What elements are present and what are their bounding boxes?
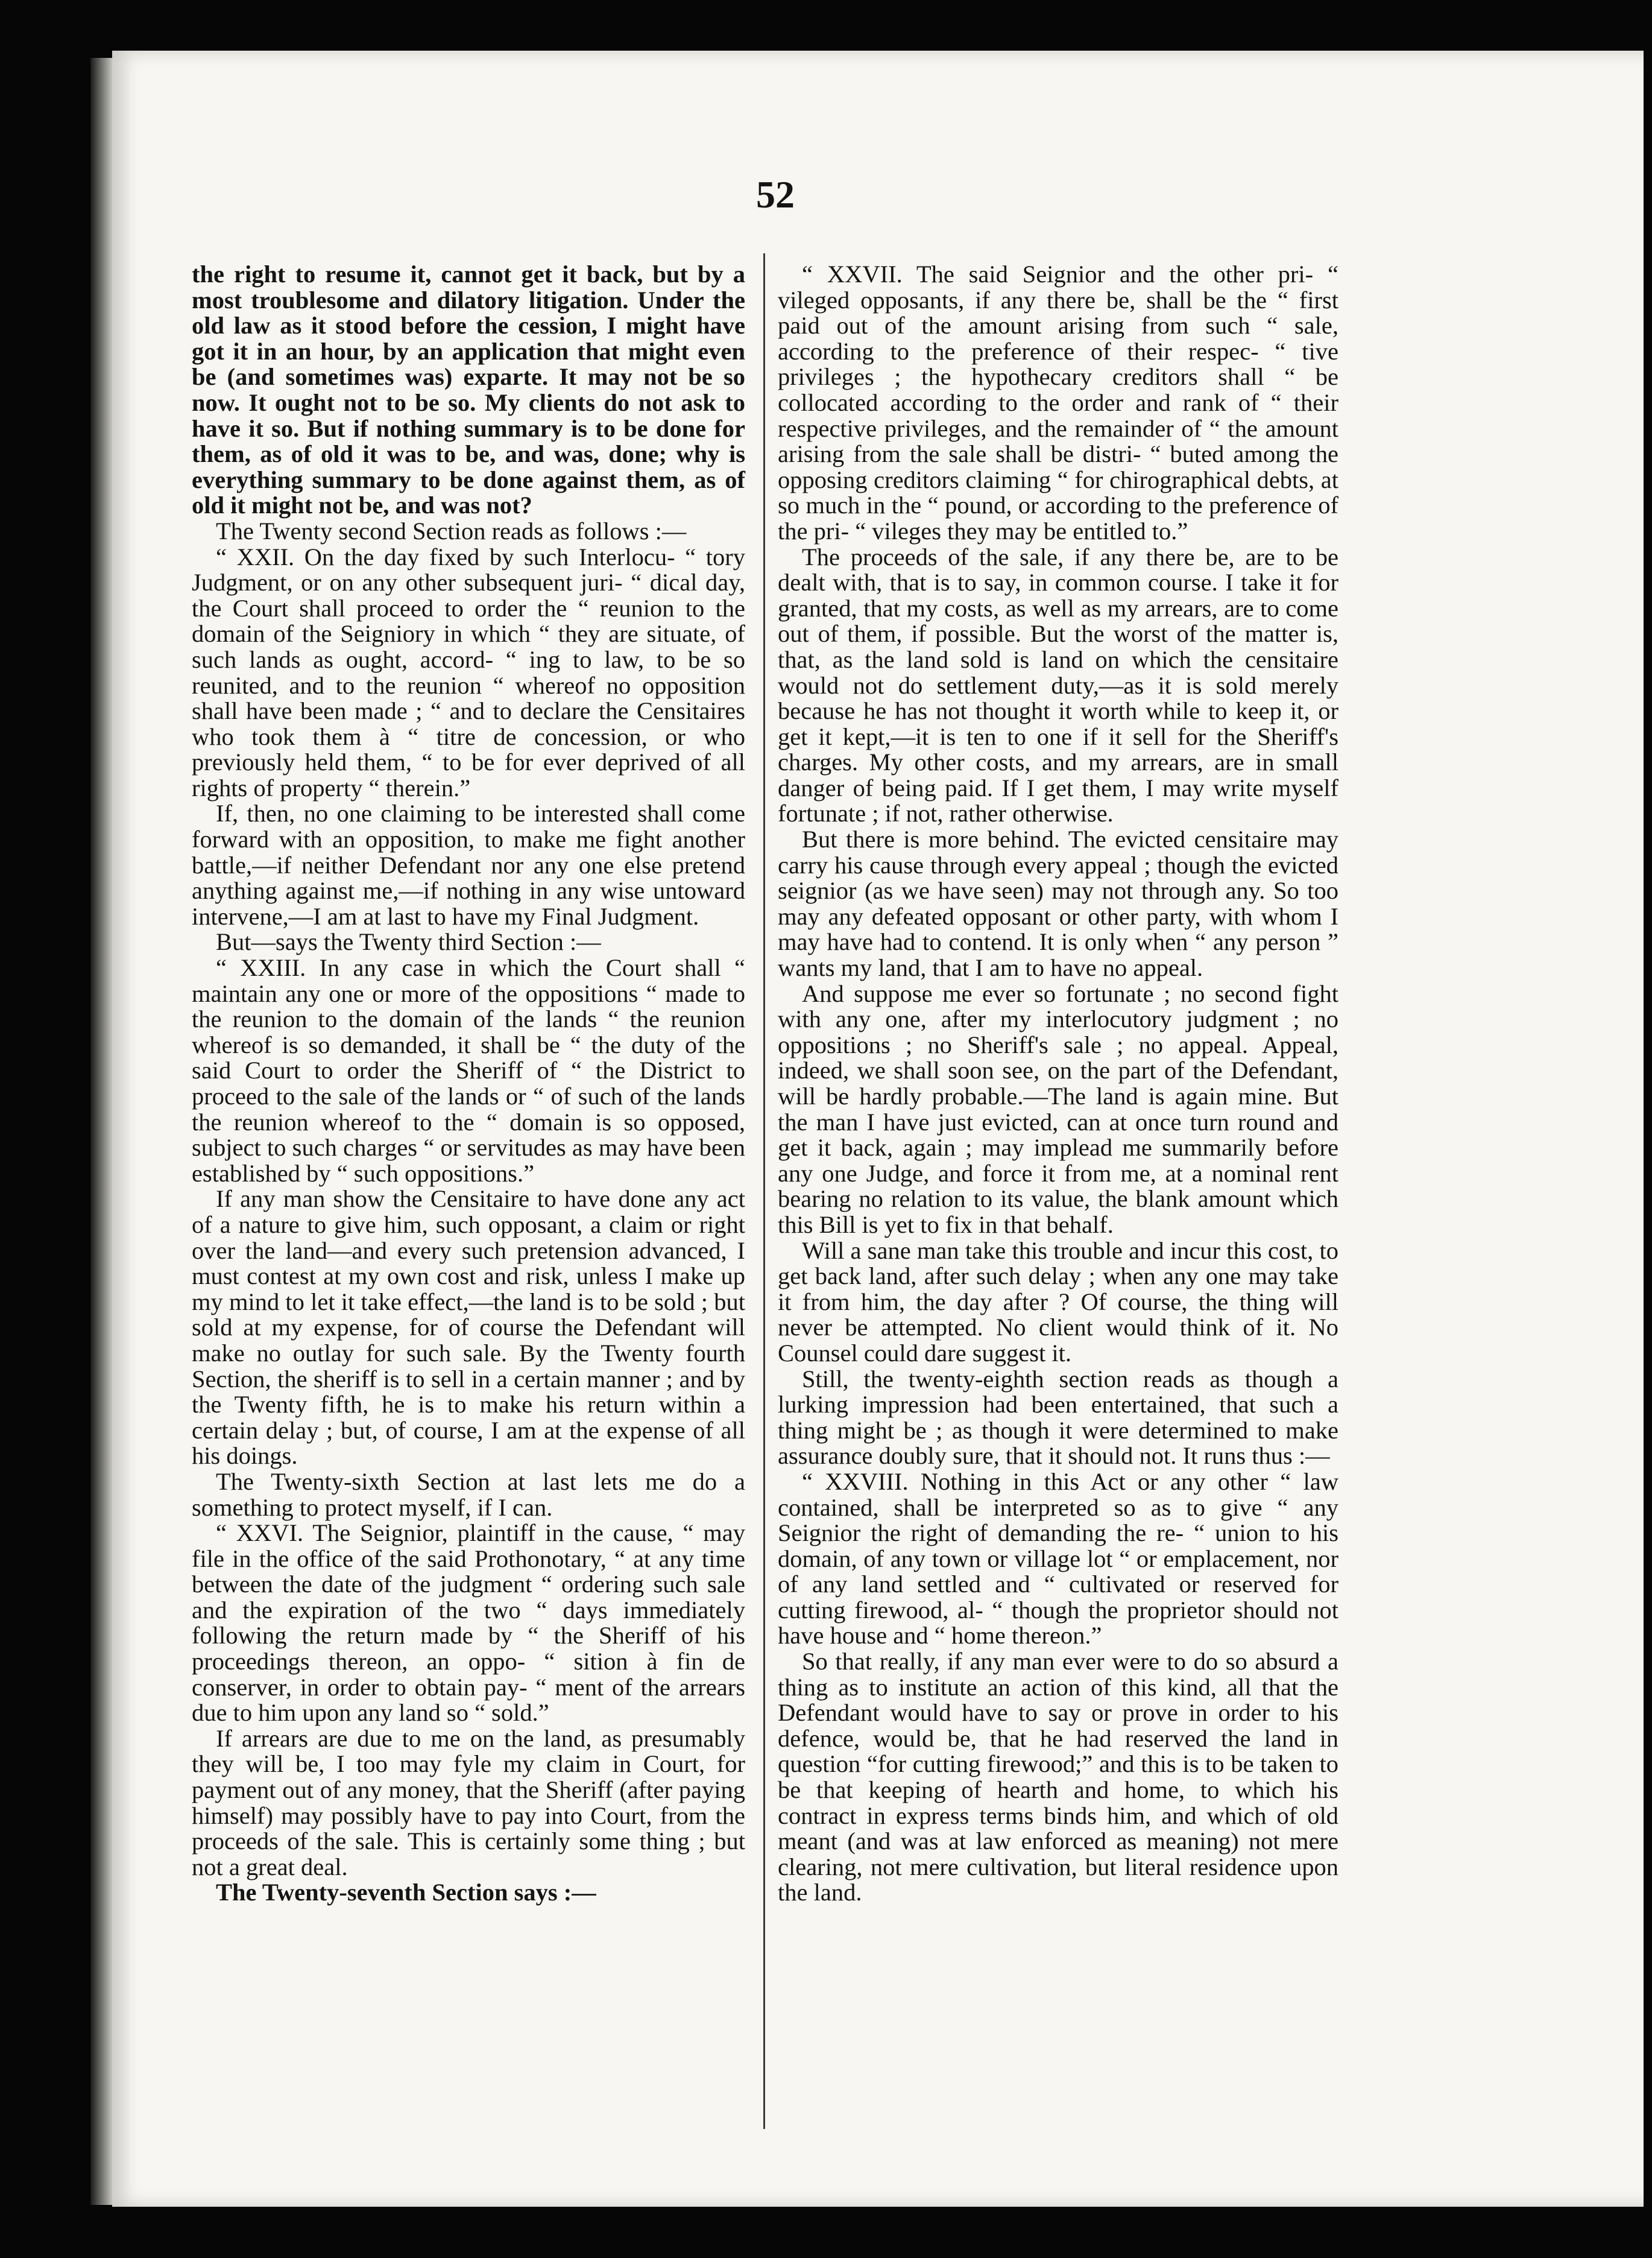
paragraph: Will a sane man take this trouble and incur this cost, to get back land, after such delay ; when any one may take it from him, the day after ? Of course, the thing will never be attempted. No client would think of it. No Counsel could dare suggest it. <box>778 1236 1338 1367</box>
paragraph: the right to resume it, cannot get it back, but by a most troublesome and dilatory litigation. Under the old law as it stood before the cession, I might have got it in an hour, by an application that might even be (and sometimes was) exparte. It may not be so now. It ought not to be so. My clients do not ask to have it so. But if nothing summary is to be done for them, as of old it was to be, and was, done; why is everything summary to be done against them, as of old it might not be, and was not? <box>192 261 745 519</box>
paragraph: If arrears are due to me on the land, as presumably they will be, I too may fyle my claim in Court, for payment out of any money, that the Sheriff (after paying himself) may possibly have to pay into Court, from the proceeds of the sale. This is certainly some thing ; but not a great deal. <box>192 1724 745 1880</box>
paragraph: The Twenty-seventh Section says :— <box>216 1879 596 1906</box>
paragraph: The proceeds of the sale, if any there be, are to be dealt with, that is to say, in common course. I take it for granted, that my costs, as well as my arrears, are to come out of them, if possible. But the worst of the matter is, that, as the land sold is land on which the censitaire would not do settlement duty,—as it is sold merely because he has not thought it worth while to keep it, or get it kept,—it is ten to one if it sell for the Sheriff's charges. My other costs, and my arrears, are in small danger of being paid. If I get them, I may write myself fortunate ; if not, rather otherwise. <box>778 543 1338 827</box>
paragraph: But—says the Twenty third Section :— <box>216 928 601 956</box>
left-column <box>192 262 745 1906</box>
paragraph: The Twenty-sixth Section at last lets me do a something to protect myself, if I can. <box>192 1467 745 1521</box>
paragraph: So that really, if any man ever were to do so absurd a thing as to institute an action of this kind, all that the Defendant would have to say or prove in order to his defence, would be, that he had reserved the land in question “for cutting firewood;” and this is to be taken to be that keeping of hearth and home, to which his contract in express terms binds him, and which of old meant (and was at law enforced as meaning) not mere clearing, not mere cultivation, but literal residence upon the land. <box>778 1648 1338 1906</box>
scan-edge <box>1644 0 1652 2258</box>
right-column <box>778 262 1338 1906</box>
quoted-section: “ XXVI. The Seignior, plaintiff in the cause, “ may file in the office of the said Prothonotary, “ at any time between the date of the judgment “ ordering such sale and the expiration of the two “ days immediately following the return made by “ the Sheriff of his proceedings thereon, an oppo- “ sition à fin de conserver, in order to obtain pay- “ ment of the arrears due to him upon any land so “ sold.” <box>192 1519 745 1727</box>
quoted-section: “ XXVIII. Nothing in this Act or any other “ law contained, shall be interpreted so as to give “ any Seignior the right of demanding the re- “ union to his domain, of any town or village lot “ or emplacement, nor of any land settled and “ cultivated or reserved for cutting firewood, al- “ though the proprietor should not have house and “ home thereon.” <box>778 1467 1338 1649</box>
page-number: 52 <box>756 173 795 216</box>
paragraph: If, then, no one claiming to be interested shall come forward with an opposition, to make me fight another battle,—if neither Defendant nor any one else pretend anything against me,—if nothing in any wise untoward intervene,—I am at last to have my Final Judgment. <box>192 800 745 930</box>
paragraph: Still, the twenty-eighth section reads as though a lurking impression had been entertained, that such a thing might be ; as though it were determined to make assurance doubly sure, that it should not. It runs thus :— <box>778 1365 1338 1470</box>
paragraph: And suppose me ever so fortunate ; no second fight with any one, after my interlocutory judgment ; no oppositions ; no Sheriff's sale ; no appeal. Appeal, indeed, we shall soon see, on the part of the Defendant, will be hardly probable.—The land is again mine. But the man I have just evicted, can at once turn round and get it back, again ; may implead me summarily before any one Judge, and force it from me, at a nominal rent bearing no relation to its value, the blank amount which this Bill is yet to fix in that behalf. <box>778 979 1338 1238</box>
binding-gutter <box>90 58 115 2205</box>
paragraph: The Twenty second Section reads as follows :— <box>216 517 687 545</box>
quoted-section: “ XXII. On the day fixed by such Interlocu- “ tory Judgment, or on any other subsequent juri- “ dical day, the Court shall proceed to order the “ reunion to the domain of the Seigniory in which “ they are situate, of such lands as ought, accord- “ ing to law, to be so reunited, and to the reunion “ whereof no opposition shall have been made ; “ and to declare the Censitaires who took them à “ titre de concession, or who previously held them, “ to be for ever deprived of all rights of property “ therein.” <box>192 543 745 802</box>
column-divider <box>763 253 765 2129</box>
paragraph: But there is more behind. The evicted censitaire may carry his cause through every appeal ; though the evicted seignior (as we have seen) may not through any. So too may any defeated opposant or other party, with whom I may have had to contend. It is only when “ any person ” wants my land, that I am to have no appeal. <box>778 826 1338 982</box>
paragraph: If any man show the Censitaire to have done any act of a nature to give him, such opposant, a claim or right over the land—and every such pretension advanced, I must contest at my own cost and risk, unless I make up my mind to let it take effect,—the land is to be sold ; but sold at my expense, for of course the Defendant will make no outlay for such sale. By the Twenty fourth Section, the sheriff is to sell in a certain manner ; and by the Twenty fifth, he is to make his return within a certain delay ; but, of course, I am at the expense of all his doings. <box>192 1185 745 1470</box>
quoted-section: “ XXVII. The said Seignior and the other pri- “ vileged opposants, if any there be, shall be the “ first paid out of the amount arising from such “ sale, according to the preference of their respec- “ tive privileges ; the hypothecary creditors shall “ be collocated according to the order and rank of “ their respective privileges, and the remainder of “ the amount arising from the sale shall be distri- “ buted among the opposing creditors claiming “ for chirographical debts, at so much in the “ pound, or according to the preference of the pri- “ vileges they may be entitled to.” <box>778 261 1338 545</box>
quoted-section: “ XXIII. In any case in which the Court shall “ maintain any one or more of the oppositions “ made to the reunion to the domain of the lands “ the reunion whereof is so demanded, it shall be “ the duty of the said Court to order the Sheriff of “ the District to proceed to the sale of the lands or “ of such of the lands the reunion whereof to the “ domain is so opposed, subject to such charges “ or servitudes as may have been established by “ such oppositions.” <box>192 954 745 1187</box>
